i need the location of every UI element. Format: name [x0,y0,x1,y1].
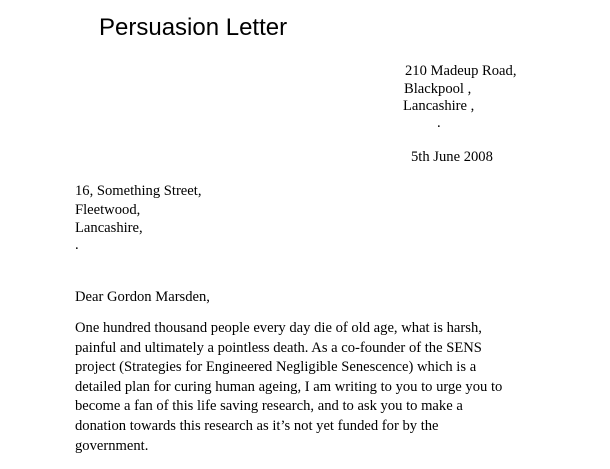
letter-body [75,319,595,456]
sender-address-line: . [437,115,441,131]
recipient-address-line: Lancashire, [75,220,143,236]
recipient-address-line: 16, Something Street, [75,183,202,199]
body-line: detailed plan for curing human ageing, I am writing to you to urge you to [75,378,503,395]
salutation: Dear Gordon Marsden, [75,289,210,305]
sender-address-line: Blackpool , [404,81,472,97]
body-line: donation towards this research as it’s not yet funded for by the [75,417,439,434]
document-title: Persuasion Letter [99,14,288,41]
sender-address-line: Lancashire , [403,98,475,114]
body-line: project (Strategies for Engineered Negligible Senescence) which is a [75,359,477,376]
body-line: become a fan of this life saving research, and to ask you to make a [75,398,463,415]
letter-date: 5th June 2008 [411,149,493,165]
recipient-address-line: . [75,237,79,253]
sender-address-line: 210 Madeup Road, [405,63,517,79]
recipient-address-line: Fleetwood, [75,202,141,218]
body-line: government. [75,437,149,454]
body-line: One hundred thousand people every day die of old age, what is harsh, [75,320,482,336]
body-line: painful and ultimately a pointless death. As a co-founder of the SENS [75,339,482,356]
